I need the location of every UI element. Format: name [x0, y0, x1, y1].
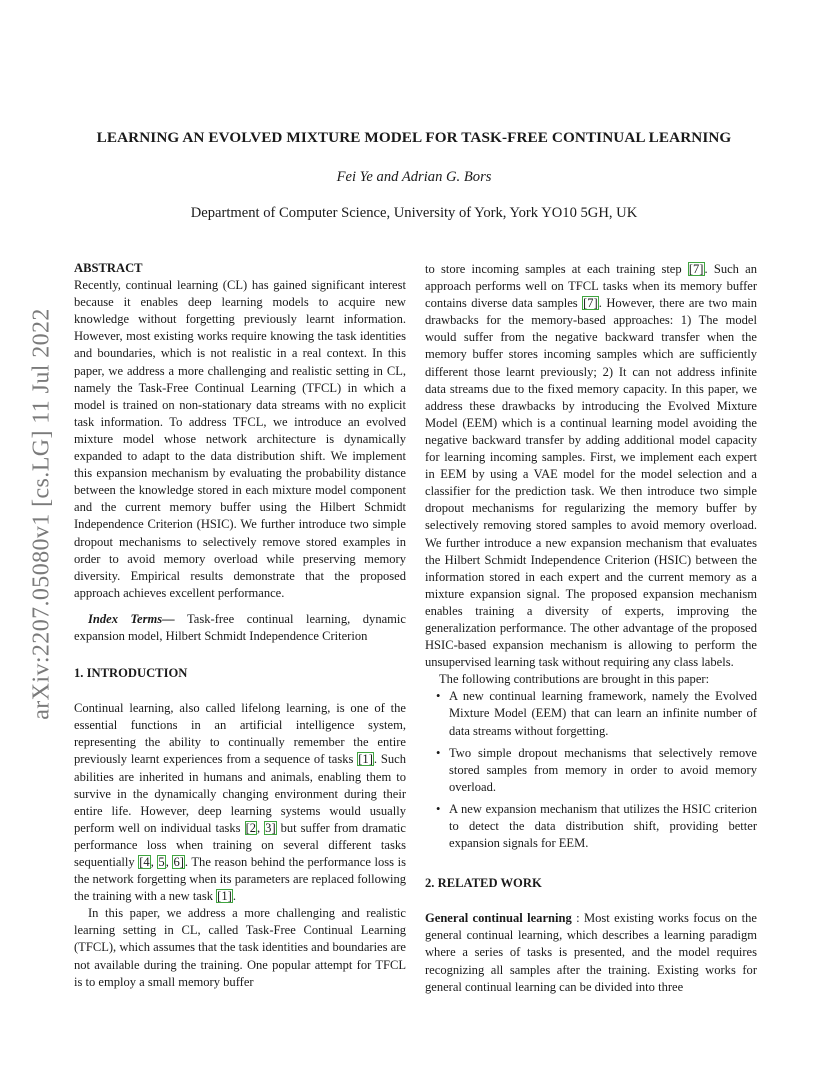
left-column: [74, 260, 406, 991]
citation-link[interactable]: [2: [245, 820, 257, 835]
related-work-lead: General continual learning: [425, 911, 572, 926]
paper-title: LEARNING AN EVOLVED MIXTURE MODEL FOR TASK-FREE CONTINUAL LEARNING: [96, 129, 732, 146]
contributions-intro: The following contributions are brought in this paper:: [439, 672, 710, 687]
contribution-item: • A new expansion mechanism that utilizes the HSIC criterion to detect the data distribution shift, providing better expansion signals for EEM.: [449, 801, 757, 852]
citation-link[interactable]: 5: [158, 855, 165, 869]
introduction-heading: 1. INTRODUCTION: [74, 666, 188, 681]
contribution-item: • A new continual learning framework, namely the Evolved Mixture Model (EEM) that can learn an infinite number of data streams without forgetting.: [449, 688, 757, 739]
related-work-heading: 2. RELATED WORK: [425, 876, 542, 891]
citation-link[interactable]: 6]: [173, 855, 184, 869]
arxiv-identifier[interactable]: arXiv:2207.05080v1 [cs.LG] 11 Jul 2022: [28, 308, 55, 720]
related-work-paragraph: General continual learning : Most existing works focus on the general continual learning, which describes a learning paradigm where a series of tasks is presented, and the model requires recognizing all samples after the training. Existing works for general continual learning can be divided into three: [425, 911, 757, 994]
introduction-paragraph-3: to store incoming samples at each training step [7]. Such an approach performs well on TFCL tasks when its memory buffer contains diverse data samples [7]. However, there are two main drawbacks for the memory-based approaches: 1) The model would suffer from the negative backward transfer when the memory buffer stores incoming samples which are sufficiently different those learnt previously; 2) It can not address infinite data streams due to the fixed memory capacity. In this paper, we address these drawbacks by introducing the Evolved Mixture Model (EEM) which is a continual learning model avoiding the negative backward transfer by adding additional model capacity for learning incoming samples. First, we implement each expert in EEM by using a VAE model for the model selection and a classifier for the prediction task. We then introduce two simple dropout mechanisms for regularizing the memory buffer by selectively removing stored samples to avoid memory overload. We further introduce a new expansion mechanism that evaluates the Hilbert Schmidt Independence Criterion (HSIC) between the information stored in each expert and the current memory as a mixture expansion signal. The proposed expansion mechanism enables training a diversity of experts, improving the generalization performance. The other advantage of the proposed HSIC-based expansion mechanism is allowing to perform the unsupervised learning task without requiring any class labels.: [425, 262, 757, 670]
contribution-item: • Two simple dropout mechanisms that selectively remove stored samples from memory in order to avoid memory overload.: [449, 745, 757, 796]
introduction-paragraph-2: In this paper, we address a more challenging and realistic learning setting in CL, called Task-Free Continual Learning (TFCL), which assumes that the task identities and boundaries are not available during the training. One popular attempt for TFCL is to employ a small memory buffer: [74, 906, 406, 989]
citation-link[interactable]: [1]: [358, 752, 373, 767]
citation-link[interactable]: 3]: [265, 820, 276, 835]
abstract-text: Recently, continual learning (CL) has gained significant interest because it enables deep learning models to acquire new knowledge without forgetting previously learnt information. However, most existing works require knowing the task identities and boundaries, which is not realistic in a real context. In this paper, we address a more challenging and realistic setting in CL, namely the Task-Free Continual Learning (TFCL) in which a model is trained on non-stationary data streams with no explicit task information. To address TFCL, we introduce an evolved mixture model whose network architecture is dynamically expanded to adapt to the data distribution shift. We implement this expansion mechanism by evaluating the probability distance between the knowledge stored in each mixture model component and the current memory buffer using the Hilbert Schmidt Independence Criterion (HSIC). We further introduce two simple dropout mechanisms to selectively remove stored examples in order to avoid memory overload while preserving memory diversity. Empirical results demonstrate that the proposed approach achieves excellent performance.: [74, 278, 406, 600]
index-terms-text: Task-free continual learning, dynamic expansion model, Hilbert Schmidt Independence Criterion: [74, 611, 406, 643]
citation-link[interactable]: [1]: [217, 889, 232, 904]
arxiv-watermark: [22, 294, 62, 734]
contributions-list: [425, 688, 757, 852]
abstract-heading: ABSTRACT: [74, 261, 143, 275]
citation-link[interactable]: [7]: [688, 262, 704, 276]
citation-link[interactable]: [7]: [583, 296, 598, 311]
paper-authors: Fei Ye and Adrian G. Bors: [336, 169, 492, 185]
right-column: [425, 261, 757, 996]
index-terms: [74, 611, 406, 645]
introduction-paragraph-1: Continual learning, also called lifelong learning, is one of the essential functions in an artificial intelligence system, representing the ability to continually remember the entire previously learnt experiences from a sequence of tasks [1]. Such abilities are inherited in humans and animals, enabling them to survive in the dynamically changing environment during their entire life. However, deep learning systems would usually perform well on individual tasks [2, 3] but suffer from dramatic performance loss when training on several different tasks sequentially [4, 5, 6]. The reason behind the performance loss is the network forgetting when its parameters are replaced following the training with a new task [1].: [74, 701, 406, 904]
paper-affiliation: Department of Computer Science, University of York, York YO10 5GH, UK: [190, 205, 638, 221]
citation-link[interactable]: [4: [139, 855, 150, 869]
index-terms-label: Index Terms—: [88, 611, 175, 626]
